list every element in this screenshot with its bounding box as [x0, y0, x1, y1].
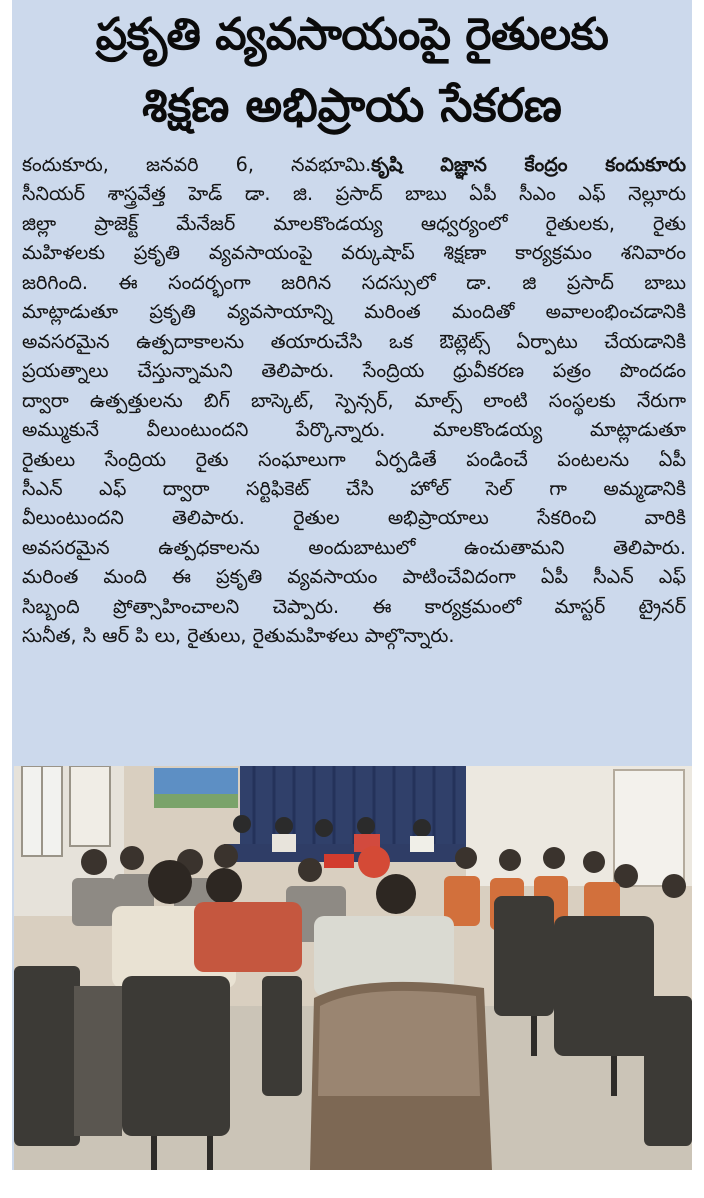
article-line: అవసరమైన ఉత్పదాకాలను తయారుచేసి ఒక ఔట్లెట్స్ ఏర్పాటు చేయడానికి — [22, 329, 686, 353]
article-line: జరిగింది. ఈ సందర్భంగా జరిగిన సదస్సులో డా. జి ప్రసాద్ బాబు — [22, 270, 686, 294]
article-line: మరింత మంది ఈ ప్రకృతి వ్యవసాయం పాటించేవిదంగా ఏపీ సీఎన్ ఎఫ్ — [22, 565, 686, 589]
article-line-last: సునీత, సి ఆర్ పి లు, రైతులు, రైతుమహిళలు పాల్గొన్నారు. — [22, 624, 455, 648]
article-line: ప్రయత్నాలు చేస్తున్నామని తెలిపారు. సేంద్రియ ధ్రువీకరణ పత్రం పొందడం — [22, 359, 686, 383]
article-line: జిల్లా ప్రాజెక్ట్ మేనేజర్ మాలకొండయ్య ఆధ్వర్యంలో రైతులకు, రైతు — [22, 211, 686, 235]
workshop-photo-illustration — [14, 766, 692, 1170]
article-line: రైతులు సేంద్రియ రైతు సంఘాలుగా ఏర్పడితే పండించే పంటలను ఏపీ — [22, 447, 686, 471]
dateline: కందుకూరు, జనవరి 6, నవభూమి. — [22, 153, 372, 176]
headline-line-2: శిక్షణ అభిప్రాయ సేకరణ — [142, 78, 562, 132]
headline — [12, 0, 692, 148]
article-line: సీనియర్ శాస్త్రవేత్త హెడ్ డా. జి. ప్రసాద్ బాబు ఏపీ సీఎం ఎఫ్ నెల్లూరు — [22, 182, 686, 206]
headline-line-1: ప్రకృతి వ్యవసాయంపై రైతులకు — [95, 9, 609, 60]
article-line: మాట్లాడుతూ ప్రకృతి వ్యవసాయాన్ని మరింత మందితో అవాలంభించడానికి — [22, 300, 686, 324]
workshop-photo — [14, 766, 692, 1170]
article-line: అమ్ముకునే వీలుంటుందని పేర్కొన్నారు. మాలకొండయ్య మాట్లాడుతూ — [22, 418, 686, 442]
article-line: అవసరమైన ఉత్పధకాలను అందుబాటులో ఉంచుతామని తెలిపారు. — [22, 535, 686, 559]
article-line: సిబ్బంది ప్రోత్సాహించాలని చెప్పారు. ఈ కార్యక్రమంలో మాస్టర్ ట్రైనర్ — [22, 594, 686, 618]
lead-bold-text: కృషి విజ్ఞాన కేంద్రం కందుకూరు — [371, 153, 687, 176]
article-line: మహిళలకు ప్రకృతి వ్యవసాయంపై వర్కుషాప్ శిక్షణా కార్యక్రమం శనివారం — [22, 241, 686, 265]
article-line-lead — [22, 150, 686, 179]
article-line: సీఎన్ ఎఫ్ ద్వారా సర్టిఫికెట్ చేసి హోల్ సెల్ గా అమ్మడానికి — [22, 476, 686, 500]
article-body — [22, 150, 686, 758]
article-line: ద్వారా ఉత్పత్తులను బిగ్ బాస్కెట్, స్పెన్సర్, మాల్స్ లాంటి సంస్థలకు నేరుగా — [22, 388, 686, 412]
article-line: వీలుంటుందని తెలిపారు. రైతుల అభిప్రాయాలు సేకరించి వారికి — [22, 506, 686, 530]
